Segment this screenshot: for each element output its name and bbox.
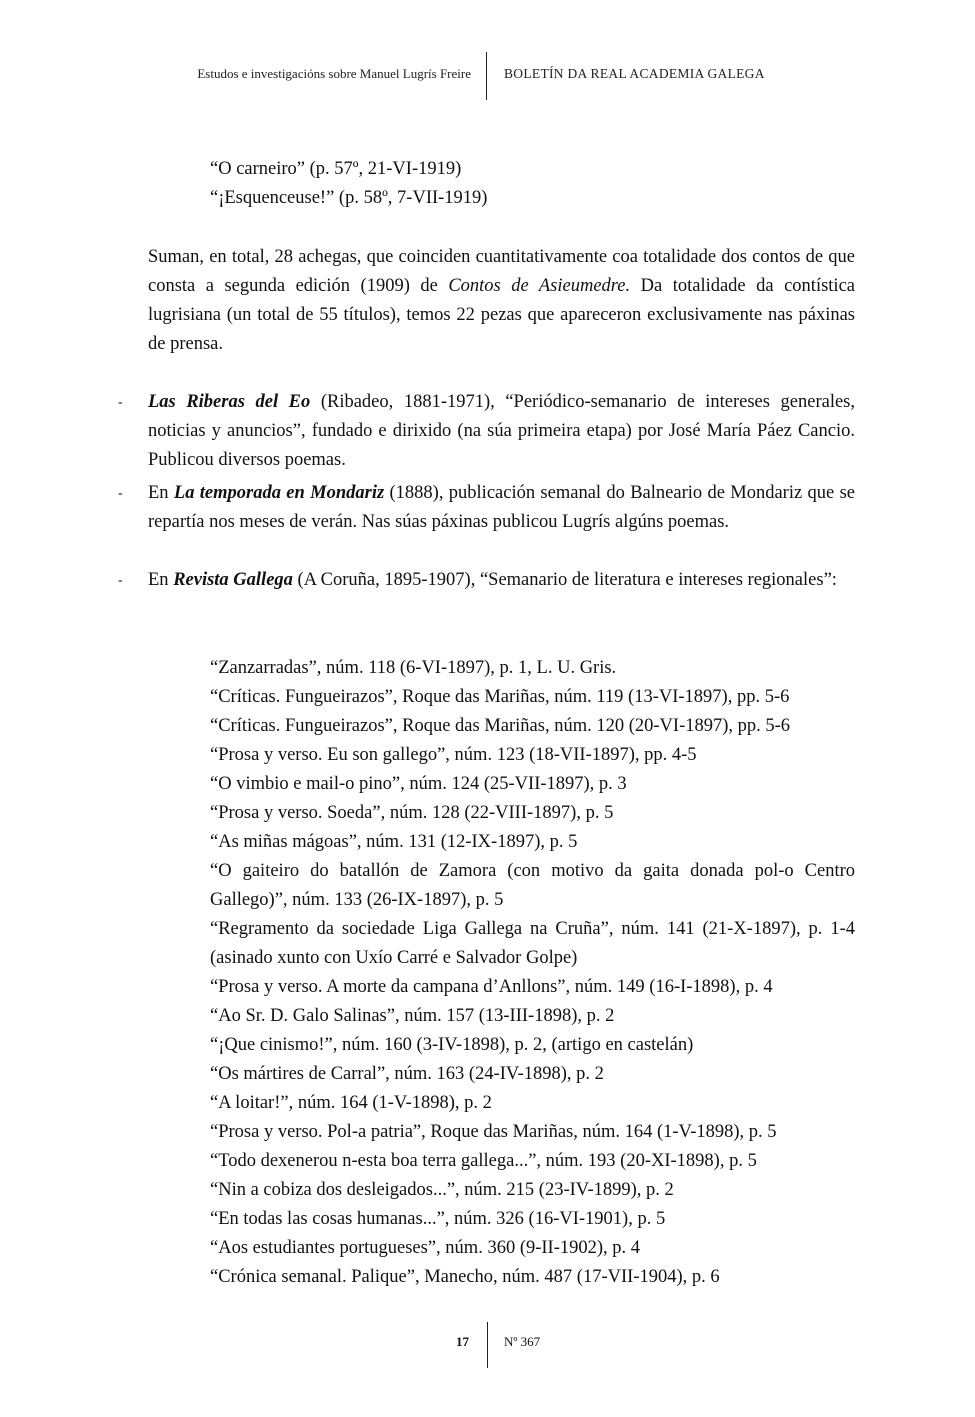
reference-item: “En todas las cosas humanas...”, núm. 326 (16-VI-1901), p. 5 [210,1209,666,1229]
header-divider [486,52,487,100]
bullet-text: (Ribadeo, 1881-1971), “Periódico-semanario de intereses generales, noticias y anuncios”, fundado e dirixido (na súa primeira etapa) por José María Páez Cancio. Publicou diversos poemas. [148,392,856,470]
reference-item: “O vimbio e mail-o pino”, núm. 124 (25-VII-1897), p. 3 [210,774,627,794]
reference-item: “Prosa y verso. Eu son gallego”, núm. 123 (18-VII-1897), pp. 4-5 [210,745,697,765]
reference-item: “Críticas. Fungueirazos”, Roque das Mariñas, núm. 120 (20-VI-1897), pp. 5-6 [210,716,791,736]
running-footer [0,1322,975,1368]
reference-item: “Regramento da sociedade Liga Gallega na Cruña”, núm. 141 (21-X-1897), p. 1-4 (asinado xunto con Uxío Carré e Salvador Golpe) [210,919,855,968]
reference-item: “O gaiteiro do batallón de Zamora (con motivo da gaita donada pol-o Centro Gallego)”, núm. 133 (26-IX-1897), p. 5 [210,861,855,910]
reference-item: “Críticas. Fungueirazos”, Roque das Mariñas, núm. 119 (13-VI-1897), pp. 5-6 [210,687,790,707]
reference-item: “Ao Sr. D. Galo Salinas”, núm. 157 (13-III-1898), p. 2 [210,1006,615,1026]
reference-item: “Nin a cobiza dos desleigados...”, núm. 215 (23-IV-1899), p. 2 [210,1180,674,1200]
reference-item: “Prosa y verso. A morte da campana d’Anllons”, núm. 149 (16-I-1898), p. 4 [210,977,773,997]
page-number: 17 [456,1334,469,1349]
periodical-title: Revista Gallega [173,570,293,590]
running-header [0,52,975,100]
reference-item: “Zanzarradas”, núm. 118 (6-VI-1897), p. 1, L. U. Gris. [210,658,617,678]
footer-divider [487,1322,488,1368]
reference-item: “¡Que cinismo!”, núm. 160 (3-IV-1898), p. 2, (artigo en castelán) [210,1035,694,1055]
dash-bullet-icon: - [118,486,123,501]
header-journal-title: BOLETÍN DA REAL ACADEMIA GALEGA [504,66,765,81]
periodical-title: La temporada en Mondariz [173,483,385,503]
bullet-text: (1888), publicación semanal do Balneario de Mondariz que se repartía nos meses de verán. Nas súas páxinas publicou Lugrís algúns poemas. [148,483,855,532]
reference-item: “Prosa y verso. Pol-a patria”, Roque das Mariñas, núm. 164 (1-V-1898), p. 5 [210,1122,777,1142]
reference-item: “As miñas mágoas”, núm. 131 (12-IX-1897), p. 5 [210,832,578,852]
reference-list [210,654,855,1292]
bullet-prefix: En [148,483,174,503]
bullet-item-riberas [118,388,856,475]
paragraph-text: Suman, en total, 28 achegas, que coinciden cuantitativamente coa totalidade dos contos de que consta a segunda edición (1909) de [148,247,855,296]
issue-number: Nº 367 [504,1334,541,1349]
body-paragraph [148,243,855,359]
story-entry: “¡Esquenceuse!” (p. 58º, 7-VII-1919) [210,188,488,208]
book-title: Contos de Asieumedre. [448,276,631,296]
story-entry: “O carneiro” (p. 57º, 21-VI-1919) [210,159,462,179]
bullet-text: (A Coruña, 1895-1907), “Semanario de literatura e intereses regionales”: [292,570,837,590]
reference-item: “Prosa y verso. Soeda”, núm. 128 (22-VIII-1897), p. 5 [210,803,614,823]
bullet-item-revista-gallega [118,566,855,595]
dash-bullet-icon: - [118,573,123,588]
dash-bullet-icon: - [118,395,123,410]
bullet-item-mondariz [118,479,855,537]
reference-item: “Todo dexenerou n-esta boa terra gallega...”, núm. 193 (20-XI-1898), p. 5 [210,1151,757,1171]
reference-item: “Crónica semanal. Palique”, Manecho, núm. 487 (17-VII-1904), p. 6 [210,1267,720,1287]
header-book-title: Estudos e investigacións sobre Manuel Lugrís Freire [197,66,471,81]
periodical-title: Las Riberas del Eo [148,392,311,412]
reference-item: “Aos estudiantes portugueses”, núm. 360 (9-II-1902), p. 4 [210,1238,641,1258]
reference-item: “Os mártires de Carral”, núm. 163 (24-IV-1898), p. 2 [210,1064,604,1084]
bullet-prefix: En [148,570,174,590]
paragraph-text: Da totalidade da contística lugrisiana (un total de 55 títulos), temos 22 pezas que apareceron exclusivamente nas páxinas de prensa. [148,276,855,354]
reference-item: “A loitar!”, núm. 164 (1-V-1898), p. 2 [210,1093,492,1113]
